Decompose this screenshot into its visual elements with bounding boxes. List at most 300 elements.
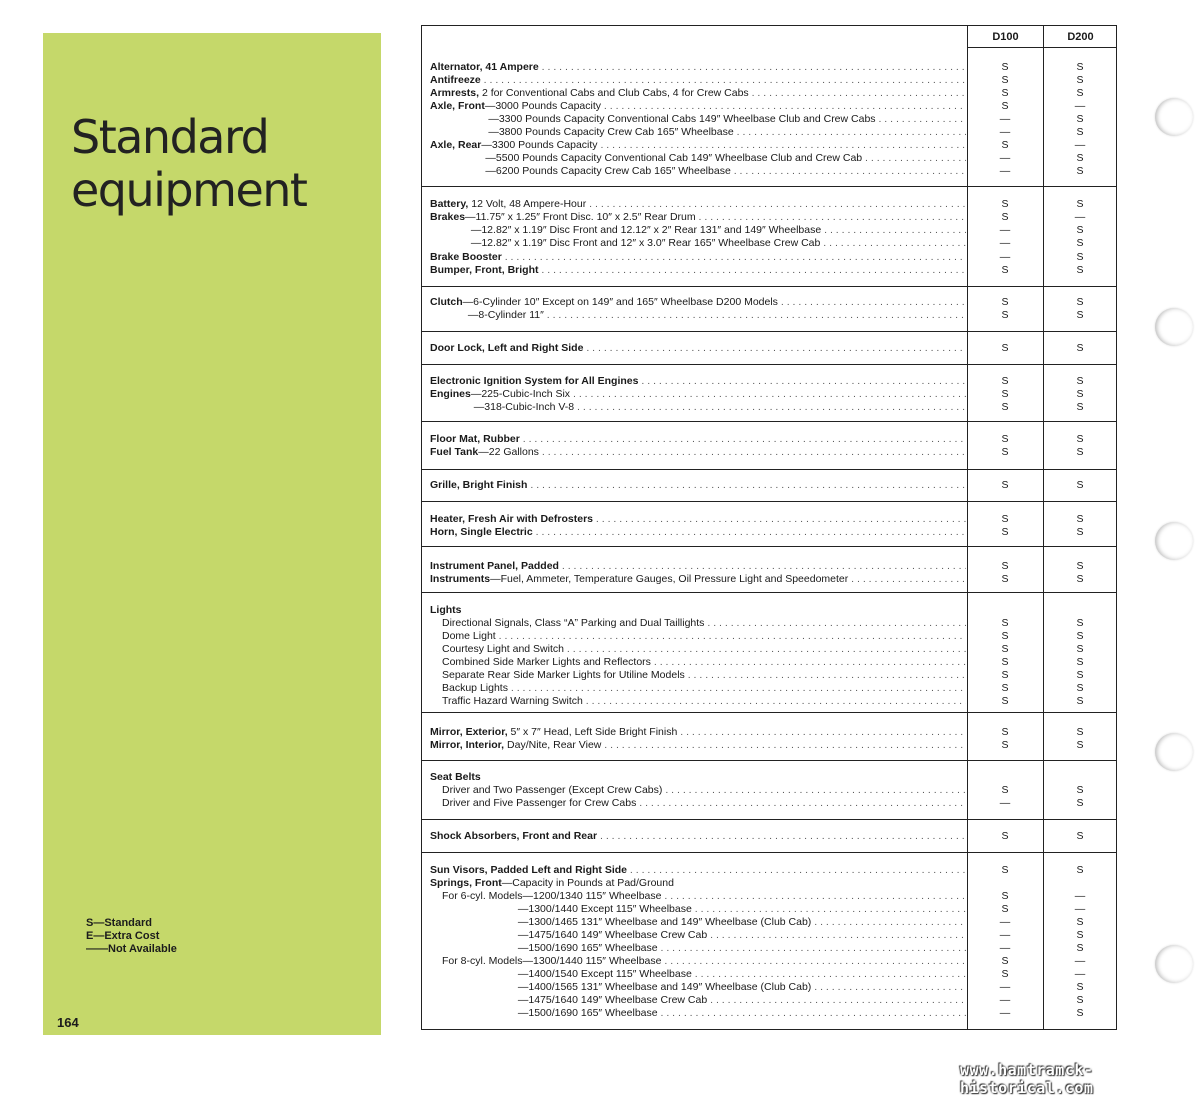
item-label — [430, 604, 966, 617]
item-label — [442, 682, 966, 695]
d200-value: S — [1076, 388, 1084, 400]
table-row — [422, 113, 1118, 126]
d100-value: S — [1001, 739, 1009, 751]
table-row — [422, 100, 1118, 113]
d100-value: S — [1001, 198, 1009, 210]
d100-value: S — [1001, 479, 1009, 491]
table-row — [422, 669, 1118, 682]
d200-value: S — [1076, 994, 1084, 1006]
item-label — [430, 446, 966, 459]
d200-value: S — [1076, 479, 1084, 491]
item-label — [430, 560, 966, 573]
item-detail: —1475/1640 149″ Wheelbase Crew Cab — [442, 929, 708, 941]
d100-value: S — [1001, 87, 1009, 99]
d100-value: S — [1001, 630, 1009, 642]
d200-value: S — [1076, 74, 1084, 86]
table-row — [422, 695, 1118, 708]
binder-hole — [1155, 98, 1193, 136]
d100-value: S — [1001, 784, 1009, 796]
d100-value: — — [999, 165, 1011, 177]
item-label — [442, 695, 966, 708]
item-label — [430, 152, 966, 165]
item-detail: For 6-cyl. Models—1200/1340 115″ Wheelbase — [442, 890, 662, 902]
item-label — [442, 784, 966, 797]
item-detail: —Capacity in Pounds at Pad/Ground — [501, 877, 674, 889]
item-label — [442, 890, 966, 903]
d200-value — [1043, 877, 1117, 890]
item-label — [430, 375, 966, 388]
item-detail: —318-Cubic-Inch V-8 — [430, 401, 575, 413]
item-detail: —22 Gallons — [478, 446, 539, 458]
table-row — [422, 656, 1118, 669]
d200-value: S — [1076, 87, 1084, 99]
item-name: Instruments — [430, 573, 491, 585]
d200-value: S — [1076, 630, 1084, 642]
item-label — [430, 100, 966, 113]
d100-value: S — [1001, 211, 1009, 223]
item-detail: Dome Light — [442, 630, 496, 642]
table-row — [422, 682, 1118, 695]
d100-value: S — [1001, 617, 1009, 629]
d100-value: S — [1001, 342, 1009, 354]
d200-value: S — [1076, 113, 1084, 125]
item-label — [430, 573, 966, 586]
table-row — [422, 830, 1118, 843]
item-label — [430, 342, 966, 355]
item-detail: For 8-cyl. Models—1300/1440 115″ Wheelbase — [442, 955, 662, 967]
page-number: 164 — [57, 1015, 79, 1030]
d100-value: S — [1001, 375, 1009, 387]
item-name: Engines — [430, 388, 471, 400]
item-label — [442, 994, 966, 1007]
item-label — [430, 479, 966, 492]
d200-value: S — [1076, 656, 1084, 668]
d100-value — [967, 604, 1043, 617]
item-detail: —6-Cylinder 10″ Except on 149″ and 165″ Wheelbase D200 Models — [462, 296, 778, 308]
d200-value: S — [1076, 296, 1084, 308]
item-detail: Directional Signals, Class “A” Parking and Dual Taillights — [442, 617, 705, 629]
item-label — [430, 513, 966, 526]
item-label — [430, 726, 966, 739]
d200-value: S — [1076, 643, 1084, 655]
d200-value: — — [1074, 211, 1086, 223]
table-row — [422, 87, 1118, 100]
item-label — [430, 139, 966, 152]
table-row — [422, 526, 1118, 539]
table-row — [422, 251, 1118, 264]
d200-value: S — [1076, 401, 1084, 413]
item-label — [442, 903, 966, 916]
table-row — [422, 446, 1118, 459]
title-panel — [43, 33, 381, 1035]
d100-value: S — [1001, 100, 1009, 112]
item-detail: 12 Volt, 48 Ampere-Hour — [468, 198, 587, 210]
group-separator — [422, 501, 1116, 502]
item-name: Heater, Fresh Air with Defrosters — [430, 513, 593, 525]
item-label — [430, 251, 966, 264]
d200-value: S — [1076, 264, 1084, 276]
d200-value: S — [1076, 784, 1084, 796]
item-detail: —1400/1565 131″ Wheelbase and 149″ Wheelbase (Club Cab) — [442, 981, 812, 993]
legend — [86, 917, 177, 956]
group-separator — [422, 364, 1116, 365]
d100-value: S — [1001, 573, 1009, 585]
d100-value: S — [1001, 669, 1009, 681]
item-label — [442, 617, 966, 630]
item-detail: —12.82″ x 1.19″ Disc Front and 12″ x 3.0″ Rear 165″ Wheelbase Crew Cab — [430, 237, 821, 249]
d200-value: — — [1074, 890, 1086, 902]
d200-value: — — [1074, 968, 1086, 980]
equipment-table — [421, 25, 1117, 1030]
d100-value: S — [1001, 695, 1009, 707]
group-separator — [422, 592, 1116, 593]
d100-value: — — [999, 929, 1011, 941]
item-name: Electronic Ignition System for All Engines — [430, 375, 639, 387]
item-detail: —11.75″ x 1.25″ Front Disc. 10″ x 2.5″ Rear Drum — [465, 211, 696, 223]
item-name: Brake Booster — [430, 251, 502, 263]
item-detail: —3800 Pounds Capacity Crew Cab 165″ Wheelbase — [430, 126, 734, 138]
d100-value: — — [999, 251, 1011, 263]
d200-value: S — [1076, 433, 1084, 445]
item-label — [442, 1007, 966, 1020]
item-label — [430, 126, 966, 139]
table-row — [422, 903, 1118, 916]
group-separator — [422, 852, 1116, 853]
d200-value: S — [1076, 797, 1084, 809]
d100-value: — — [999, 981, 1011, 993]
table-row — [422, 211, 1118, 224]
item-detail: —8-Cylinder 11″ — [430, 309, 544, 321]
table-row — [422, 198, 1118, 211]
binder-hole — [1155, 308, 1193, 346]
item-label — [430, 401, 966, 414]
d100-value: — — [999, 152, 1011, 164]
item-detail: Courtesy Light and Switch — [442, 643, 564, 655]
table-row — [422, 139, 1118, 152]
item-name: Horn, Single Electric — [430, 526, 533, 538]
item-detail: —3300 Pounds Capacity Conventional Cabs 149″ Wheelbase Club and Crew Cabs — [430, 113, 876, 125]
item-label — [430, 74, 966, 87]
binder-hole — [1155, 733, 1193, 771]
table-row — [422, 994, 1118, 1007]
table-row — [422, 342, 1118, 355]
table-row — [422, 643, 1118, 656]
item-label — [430, 309, 966, 322]
table-row — [422, 955, 1118, 968]
d200-value: S — [1076, 126, 1084, 138]
table-row — [422, 165, 1118, 178]
table-row — [422, 630, 1118, 643]
d200-value: — — [1074, 139, 1086, 151]
d100-value: S — [1001, 890, 1009, 902]
table-row — [422, 388, 1118, 401]
d200-value: S — [1076, 446, 1084, 458]
d200-value: S — [1076, 375, 1084, 387]
group-separator — [422, 819, 1116, 820]
item-detail: Day/Nite, Rear View — [504, 739, 602, 751]
d200-value: — — [1074, 955, 1086, 967]
table-row — [422, 968, 1118, 981]
d100-value: S — [1001, 61, 1009, 73]
item-detail: —12.82″ x 1.19″ Disc Front and 12.12″ x 2″ Rear 131″ and 149″ Wheelbase — [430, 224, 822, 236]
d100-value: — — [999, 126, 1011, 138]
d200-value: S — [1076, 929, 1084, 941]
legend-extra-cost: E—Extra Cost — [86, 930, 160, 942]
item-detail: —6200 Pounds Capacity Crew Cab 165″ Wheelbase — [430, 165, 731, 177]
group-separator — [422, 712, 1116, 713]
item-name: Axle, Rear — [430, 139, 482, 151]
d200-value: S — [1076, 237, 1084, 249]
item-label — [442, 643, 966, 656]
item-label — [430, 296, 966, 309]
d200-value: S — [1076, 695, 1084, 707]
item-label — [430, 237, 966, 250]
table-row — [422, 152, 1118, 165]
d100-value: S — [1001, 968, 1009, 980]
group-separator — [422, 421, 1116, 422]
d100-value: — — [999, 113, 1011, 125]
d100-value: S — [1001, 264, 1009, 276]
group-separator — [422, 546, 1116, 547]
item-label — [442, 797, 966, 810]
group-separator — [422, 331, 1116, 332]
item-label — [430, 864, 966, 877]
item-label — [430, 433, 966, 446]
d200-value: S — [1076, 513, 1084, 525]
item-name: Instrument Panel, Padded — [430, 560, 559, 572]
d200-value: S — [1076, 342, 1084, 354]
table-row — [422, 296, 1118, 309]
item-label — [430, 198, 966, 211]
d100-value: S — [1001, 682, 1009, 694]
item-name: Door Lock, Left and Right Side — [430, 342, 584, 354]
legend-standard: S—Standard — [86, 917, 153, 929]
item-label — [430, 388, 966, 401]
d200-value: S — [1076, 830, 1084, 842]
item-detail: Separate Rear Side Marker Lights for Utiline Models — [442, 669, 685, 681]
d200-value: S — [1076, 981, 1084, 993]
table-row — [422, 617, 1118, 630]
d200-value — [1043, 771, 1117, 784]
d200-value: S — [1076, 224, 1084, 236]
d100-value: S — [1001, 433, 1009, 445]
d100-value — [967, 877, 1043, 890]
item-detail: Backup Lights — [442, 682, 508, 694]
d200-value: S — [1076, 152, 1084, 164]
table-row — [422, 981, 1118, 994]
item-label — [442, 981, 966, 994]
item-detail: 2 for Conventional Cabs and Club Cabs, 4 for Crew Cabs — [479, 87, 749, 99]
d100-value: S — [1001, 643, 1009, 655]
column-header-d100: D100 — [967, 26, 1043, 48]
table-row — [422, 237, 1118, 250]
table-row — [422, 560, 1118, 573]
d200-value: S — [1076, 682, 1084, 694]
item-name: Clutch — [430, 296, 463, 308]
group-separator — [422, 469, 1116, 470]
table-row — [422, 784, 1118, 797]
item-detail: —1500/1690 165″ Wheelbase — [442, 1007, 658, 1019]
d200-value: S — [1076, 251, 1084, 263]
item-name: Lights — [430, 604, 462, 616]
d200-value: S — [1076, 726, 1084, 738]
d100-value: S — [1001, 864, 1009, 876]
d200-value: S — [1076, 309, 1084, 321]
table-row — [422, 479, 1118, 492]
d200-value: S — [1076, 1007, 1084, 1019]
d100-value: — — [999, 1007, 1011, 1019]
table-row — [422, 929, 1118, 942]
item-detail: Driver and Two Passenger (Except Crew Cabs) — [442, 784, 663, 796]
item-label — [430, 830, 966, 843]
item-label — [430, 113, 966, 126]
item-detail: 5″ x 7″ Head, Left Side Bright Finish — [507, 726, 678, 738]
title-line-2: equipment — [71, 163, 307, 217]
d200-value: S — [1076, 669, 1084, 681]
table-row — [422, 890, 1118, 903]
item-detail: —5500 Pounds Capacity Conventional Cab 149″ Wheelbase Club and Crew Cab — [430, 152, 863, 164]
d100-value: — — [999, 916, 1011, 928]
item-name: Fuel Tank — [430, 446, 479, 458]
table-row — [422, 401, 1118, 414]
item-detail: —1475/1640 149″ Wheelbase Crew Cab — [442, 994, 708, 1006]
d200-value: S — [1076, 165, 1084, 177]
item-label — [442, 942, 966, 955]
d100-value: S — [1001, 74, 1009, 86]
item-name: Antifreeze — [430, 74, 481, 86]
item-detail: Driver and Five Passenger for Crew Cabs — [442, 797, 637, 809]
item-detail: —3300 Pounds Capacity — [481, 139, 598, 151]
item-label — [430, 771, 966, 784]
item-label — [430, 739, 966, 752]
d100-value: S — [1001, 656, 1009, 668]
d100-value: S — [1001, 296, 1009, 308]
d200-value: S — [1076, 739, 1084, 751]
item-detail: Traffic Hazard Warning Switch — [442, 695, 583, 707]
d200-value: S — [1076, 864, 1084, 876]
d100-value: S — [1001, 726, 1009, 738]
item-detail: —Fuel, Ammeter, Temperature Gauges, Oil Pressure Light and Speedometer — [490, 573, 849, 585]
item-label — [430, 526, 966, 539]
item-label — [430, 224, 966, 237]
item-detail: —1300/1440 Except 115″ Wheelbase — [442, 903, 692, 915]
group-separator — [422, 186, 1116, 187]
binder-hole — [1155, 522, 1193, 560]
d100-value: S — [1001, 560, 1009, 572]
d200-value: S — [1076, 198, 1084, 210]
item-name: Brakes — [430, 211, 466, 223]
d200-value: S — [1076, 617, 1084, 629]
table-row — [422, 61, 1118, 74]
item-label — [442, 669, 966, 682]
item-label — [430, 87, 966, 100]
item-label — [442, 968, 966, 981]
column-header-d200: D200 — [1043, 26, 1117, 48]
item-label — [430, 165, 966, 178]
table-row — [422, 739, 1118, 752]
item-name: Armrests, — [430, 87, 480, 99]
item-name: Sun Visors, Padded Left and Right Side — [430, 864, 627, 876]
item-label — [442, 955, 966, 968]
d200-value: S — [1076, 573, 1084, 585]
table-row — [422, 264, 1118, 277]
d100-value: S — [1001, 446, 1009, 458]
item-label — [430, 61, 966, 74]
item-name: Grille, Bright Finish — [430, 479, 528, 491]
item-detail: —1300/1465 131″ Wheelbase and 149″ Wheelbase (Club Cab) — [442, 916, 812, 928]
item-label — [430, 264, 966, 277]
table-row — [422, 433, 1118, 446]
group-separator — [422, 760, 1116, 761]
legend-not-available: ——Not Available — [86, 943, 177, 955]
item-name: Springs, Front — [430, 877, 502, 889]
item-name: Bumper, Front, Bright — [430, 264, 539, 276]
item-label — [442, 916, 966, 929]
item-name: Mirror, Exterior, — [430, 726, 508, 738]
item-label — [430, 211, 966, 224]
d200-value: S — [1076, 942, 1084, 954]
d100-value: S — [1001, 526, 1009, 538]
item-name: Alternator, 41 Ampere — [430, 61, 539, 73]
table-row — [422, 877, 1118, 890]
table-row — [422, 797, 1118, 810]
table-row — [422, 604, 1118, 617]
table-row — [422, 74, 1118, 87]
d100-value: S — [1001, 139, 1009, 151]
item-detail: —225-Cubic-Inch Six — [470, 388, 571, 400]
d100-value: S — [1001, 513, 1009, 525]
table-row — [422, 573, 1118, 586]
d200-value: S — [1076, 560, 1084, 572]
page-title — [71, 111, 376, 217]
table-row — [422, 513, 1118, 526]
item-label — [430, 877, 966, 890]
item-name: Seat Belts — [430, 771, 481, 783]
table-row — [422, 864, 1118, 877]
item-name: Battery, — [430, 198, 469, 210]
table-row — [422, 309, 1118, 322]
d200-value: S — [1076, 526, 1084, 538]
d100-value: — — [999, 797, 1011, 809]
d100-value: S — [1001, 903, 1009, 915]
d100-value: S — [1001, 955, 1009, 967]
d100-value: — — [999, 237, 1011, 249]
watermark: www.hamtramck-historical.com — [960, 1061, 1094, 1097]
item-name: Mirror, Interior, — [430, 739, 505, 751]
table-row — [422, 916, 1118, 929]
d100-value: S — [1001, 401, 1009, 413]
table-row — [422, 1007, 1118, 1020]
table-row — [422, 942, 1118, 955]
item-detail: Combined Side Marker Lights and Reflectors — [442, 656, 651, 668]
item-label — [442, 929, 966, 942]
d100-value: — — [999, 942, 1011, 954]
d100-value — [967, 771, 1043, 784]
item-detail: —1400/1540 Except 115″ Wheelbase — [442, 968, 692, 980]
item-detail: —3000 Pounds Capacity — [484, 100, 601, 112]
item-label — [442, 630, 966, 643]
d100-value: S — [1001, 830, 1009, 842]
d200-value: S — [1076, 61, 1084, 73]
d100-value: S — [1001, 309, 1009, 321]
d200-value: — — [1074, 903, 1086, 915]
item-name: Shock Absorbers, Front and Rear — [430, 830, 598, 842]
table-row — [422, 726, 1118, 739]
item-label — [442, 656, 966, 669]
d100-value: — — [999, 994, 1011, 1006]
item-name: Axle, Front — [430, 100, 485, 112]
table-row — [422, 224, 1118, 237]
